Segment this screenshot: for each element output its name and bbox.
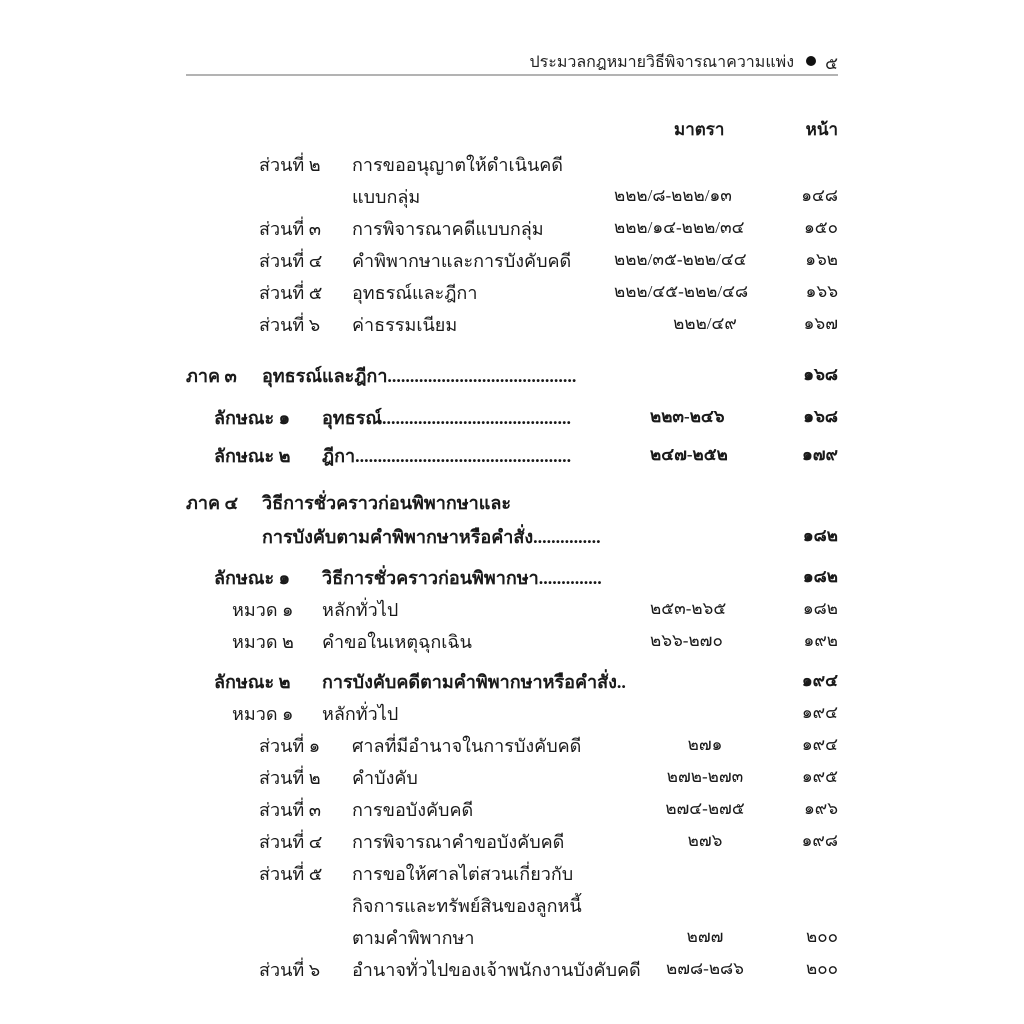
entry-title: การบังคับตามคำพิพากษาหรือคำสั่ง............... — [262, 527, 601, 547]
toc-entry — [0, 278, 1024, 308]
entry-article: ๒๗๖ — [687, 831, 723, 850]
entry-title: การพิจารณาคดีแบบกลุ่ม — [352, 219, 544, 239]
toc-entry — [0, 214, 1024, 244]
entry-article: ๒๔๗-๒๕๒ — [650, 445, 728, 464]
toc-chapter — [0, 667, 1024, 697]
entry-page: ๒๐๐ — [806, 927, 838, 946]
entry-label: ส่วนที่ ๖ — [259, 315, 321, 335]
entry-page: ๑๖๖ — [805, 282, 838, 301]
column-header-page: หน้า — [805, 120, 838, 140]
column-headers — [0, 116, 1024, 146]
entry-page: ๑๙๕ — [801, 767, 838, 786]
entry-article: ๒๗๘-๒๘๖ — [666, 959, 744, 978]
entry-label: ส่วนที่ ๓ — [259, 800, 322, 820]
page-number: ๕ — [825, 54, 838, 73]
entry-article: ๒๒๒/๔๕-๒๒๒/๔๘ — [614, 282, 749, 301]
entry-page: ๑๙๔ — [801, 671, 838, 690]
running-header — [186, 50, 838, 76]
entry-page: ๑๔๘ — [801, 186, 838, 205]
entry-page: ๑๖๘ — [803, 407, 838, 426]
entry-article: ๒๗๒-๒๗๓ — [666, 767, 744, 786]
entry-label: ลักษณะ ๒ — [214, 446, 291, 466]
entry-title: ฎีกา................................................ — [322, 446, 572, 466]
entry-label: ส่วนที่ ๔ — [259, 832, 323, 852]
toc-entry — [0, 859, 1024, 889]
entry-label: ส่วนที่ ๓ — [259, 219, 322, 239]
entry-title: อุทธรณ์.......................................... — [322, 408, 572, 428]
entry-label: ลักษณะ ๒ — [214, 672, 291, 692]
toc-part — [0, 488, 1024, 518]
entry-page: ๑๙๔ — [801, 703, 838, 722]
toc-entry — [0, 795, 1024, 825]
entry-page: ๑๘๒ — [802, 567, 838, 586]
entry-title: การขออนุญาตให้ดำเนินคดี — [352, 155, 563, 175]
entry-title: วิธีการชั่วคราวก่อนพิพากษา.............. — [322, 568, 602, 588]
entry-label: ส่วนที่ ๕ — [259, 864, 323, 884]
entry-label: หมวด ๑ — [232, 600, 294, 620]
entry-title: การขอให้ศาลไต่สวนเกี่ยวกับ — [352, 864, 574, 884]
toc-entry — [0, 827, 1024, 857]
toc-chapter — [0, 563, 1024, 593]
entry-page: ๑๘๒ — [802, 526, 838, 545]
entry-title: อุทธรณ์และฎีกา.......................................... — [262, 366, 577, 386]
toc-entry — [0, 699, 1024, 729]
entry-label: ลักษณะ ๑ — [214, 568, 291, 588]
toc-entry — [0, 627, 1024, 657]
entry-title: กิจการและทรัพย์สินของลูกหนี้ — [352, 896, 582, 916]
entry-page: ๑๖๘ — [803, 365, 838, 384]
bullet-icon — [806, 56, 816, 66]
toc-entry — [0, 955, 1024, 985]
entry-title: หลักทั่วไป — [322, 600, 399, 620]
entry-title: การพิจารณาคำขอบังคับคดี — [352, 832, 565, 852]
entry-label: ลักษณะ ๑ — [214, 408, 291, 428]
header-title: ประมวลกฎหมายวิธีพิจารณาความแพ่ง — [529, 54, 794, 71]
toc-entry — [0, 246, 1024, 276]
entry-title: หลักทั่วไป — [322, 704, 399, 724]
toc-entry — [0, 182, 1024, 212]
entry-title: แบบกลุ่ม — [352, 187, 421, 207]
entry-title: วิธีการชั่วคราวก่อนพิพากษาและ — [262, 493, 512, 513]
entry-title: คำบังคับ — [352, 768, 418, 788]
entry-page: ๒๐๐ — [806, 959, 838, 978]
entry-article: ๒๕๓-๒๖๕ — [650, 599, 727, 618]
entry-page: ๑๙๔ — [801, 735, 838, 754]
entry-article: ๒๒๒/๓๕-๒๒๒/๔๔ — [614, 250, 747, 269]
entry-title: ตามคำพิพากษา — [352, 928, 475, 948]
entry-page: ๑๘๒ — [802, 599, 838, 618]
toc-entry — [0, 150, 1024, 180]
entry-page: ๑๖๒ — [805, 250, 838, 269]
entry-article: ๒๗๗ — [686, 927, 724, 946]
entry-page: ๑๗๙ — [801, 445, 838, 464]
entry-article: ๒๒๒/๘-๒๒๒/๑๓ — [614, 186, 732, 205]
entry-article: ๒๒๓-๒๔๖ — [650, 407, 725, 426]
entry-article: ๒๖๖-๒๗๐ — [650, 631, 723, 650]
entry-title: คำขอในเหตุฉุกเฉิน — [322, 632, 472, 652]
entry-label: ส่วนที่ ๑ — [259, 736, 321, 756]
entry-article: ๒๒๒/๑๔-๒๒๒/๓๔ — [614, 218, 745, 237]
entry-label: ส่วนที่ ๒ — [259, 155, 321, 175]
toc-part-continued — [0, 522, 1024, 552]
entry-page: ๑๕๐ — [803, 218, 838, 237]
entry-label: หมวด ๒ — [232, 632, 294, 652]
entry-label: ส่วนที่ ๒ — [259, 768, 321, 788]
toc-entry — [0, 595, 1024, 625]
entry-article: ๒๗๔-๒๗๕ — [665, 799, 745, 818]
entry-label: ส่วนที่ ๕ — [259, 283, 323, 303]
toc-entry — [0, 731, 1024, 761]
toc-entry-continued — [0, 923, 1024, 953]
entry-page: ๑๙๒ — [803, 631, 838, 650]
entry-page: ๑๖๗ — [803, 314, 838, 333]
entry-label: ส่วนที่ ๖ — [259, 960, 321, 980]
entry-page: ๑๙๘ — [801, 831, 838, 850]
entry-title: การบังคับคดีตามคำพิพากษาหรือคำสั่ง.. — [322, 672, 626, 692]
toc-entry — [0, 310, 1024, 340]
entry-label: ส่วนที่ ๔ — [259, 251, 323, 271]
toc-entry — [0, 763, 1024, 793]
toc-chapter — [0, 441, 1024, 471]
entry-title: ศาลที่มีอำนาจในการบังคับคดี — [352, 736, 582, 756]
column-header-article: มาตรา — [674, 120, 725, 140]
entry-title: อุทธรณ์และฎีกา — [352, 283, 478, 303]
entry-title: การขอบังคับคดี — [352, 800, 474, 820]
toc-part — [0, 361, 1024, 391]
entry-title: อำนาจทั่วไปของเจ้าพนักงานบังคับคดี — [352, 960, 641, 980]
toc-entry-continued — [0, 891, 1024, 921]
entry-title: คำพิพากษาและการบังคับคดี — [352, 251, 572, 271]
entry-title: ค่าธรรมเนียม — [352, 315, 458, 335]
entry-label: ภาค ๓ — [186, 366, 237, 386]
entry-label: ภาค ๔ — [186, 493, 239, 513]
entry-article: ๒๗๑ — [687, 735, 723, 754]
entry-page: ๑๙๖ — [803, 799, 838, 818]
toc-chapter — [0, 403, 1024, 433]
entry-label: หมวด ๑ — [232, 704, 294, 724]
entry-article: ๒๒๒/๔๙ — [673, 314, 737, 333]
